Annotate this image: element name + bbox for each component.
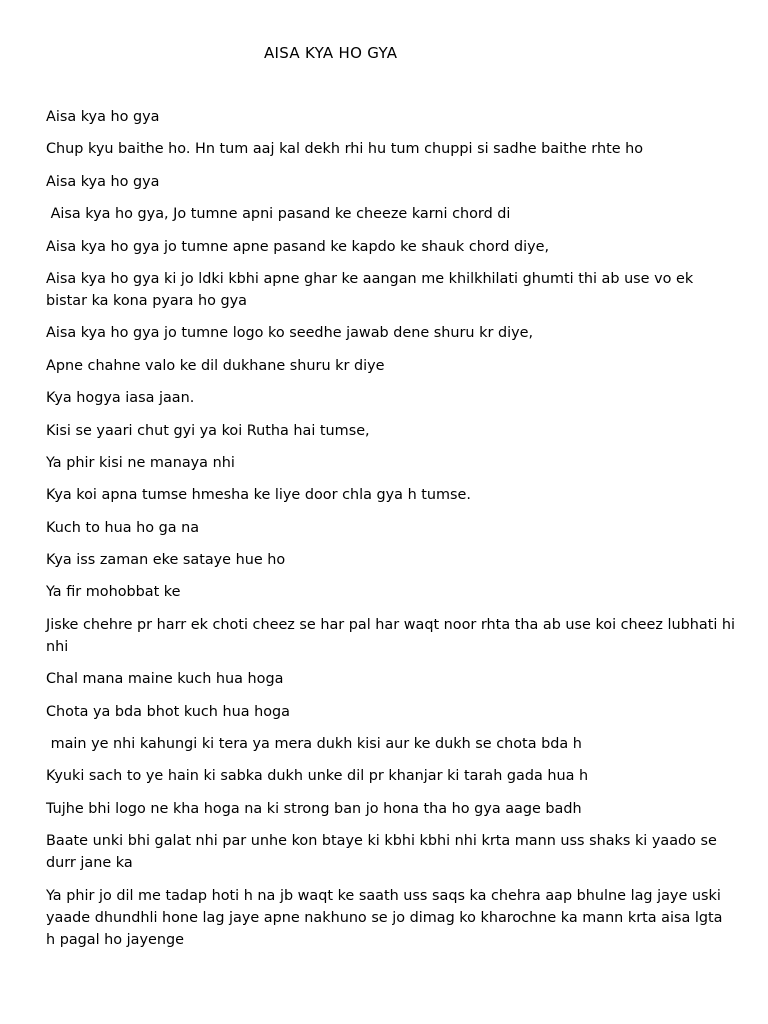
paragraph: Aisa kya ho gya ki jo ldki kbhi apne ghar ke aangan me khilkhilati ghumti thi ab use vo ek bistar ka kona pyara ho gya <box>46 270 698 309</box>
paragraph: Aisa kya ho gya <box>46 109 160 125</box>
paragraph: main ye nhi kahungi ki tera ya mera dukh kisi aur ke dukh se chota bda h <box>46 736 582 753</box>
paragraph: Chal mana maine kuch hua hoga <box>46 671 284 688</box>
paragraph: Chota ya bda bhot kuch hua hoga <box>46 703 290 720</box>
paragraph: Kyuki sach to ye hain ki sabka dukh unke dil pr khanjar ki tarah gada hua h <box>46 768 589 785</box>
paragraph: Apne chahne valo ke dil dukhane shuru kr diye <box>46 357 385 374</box>
document-body <box>46 106 740 961</box>
paragraph: Kuch to hua ho ga na <box>46 519 200 536</box>
document-title: AISA KYA HO GYA <box>264 44 398 62</box>
paragraph: Aisa kya ho gya jo tumne apne pasand ke kapdo ke shauk chord diye, <box>46 238 550 255</box>
paragraph: Baate unki bhi galat nhi par unhe kon btaye ki kbhi kbhi nhi krta mann uss shaks ki yaado se durr jane ka <box>46 833 722 872</box>
paragraph: Ya phir jo dil me tadap hoti h na jb waqt ke saath uss saqs ka chehra aap bhulne lag jaye uski yaade dhundhli hone lag jaye apne nakhuno se jo dimag ko kharochne ka mann krta aisa lgta h pagal ho jayenge <box>46 887 728 948</box>
paragraph: Tujhe bhi logo ne kha hoga na ki strong ban jo hona tha ho gya aage badh <box>46 800 582 817</box>
paragraph: Aisa kya ho gya, Jo tumne apni pasand ke cheeze karni chord di <box>46 206 511 223</box>
paragraph: Aisa kya ho gya <box>46 173 160 190</box>
paragraph: Aisa kya ho gya jo tumne logo ko seedhe jawab dene shuru kr diye, <box>46 325 534 342</box>
paragraph: Kya koi apna tumse hmesha ke liye door chla gya h tumse. <box>46 487 471 504</box>
paragraph: Jiske chehre pr harr ek choti cheez se har pal har waqt noor rhta tha ab use koi cheez lubhati hi nhi <box>46 616 740 655</box>
paragraph: Ya fir mohobbat ke <box>46 584 181 601</box>
paragraph: Kya hogya iasa jaan. <box>46 390 195 407</box>
paragraph: Ya phir kisi ne manaya nhi <box>46 454 235 471</box>
paragraph: Chup kyu baithe ho. Hn tum aaj kal dekh rhi hu tum chuppi si sadhe baithe rhte ho <box>46 141 644 158</box>
paragraph: Kya iss zaman eke sataye hue ho <box>46 552 286 569</box>
paragraph: Kisi se yaari chut gyi ya koi Rutha hai tumse, <box>46 422 370 439</box>
